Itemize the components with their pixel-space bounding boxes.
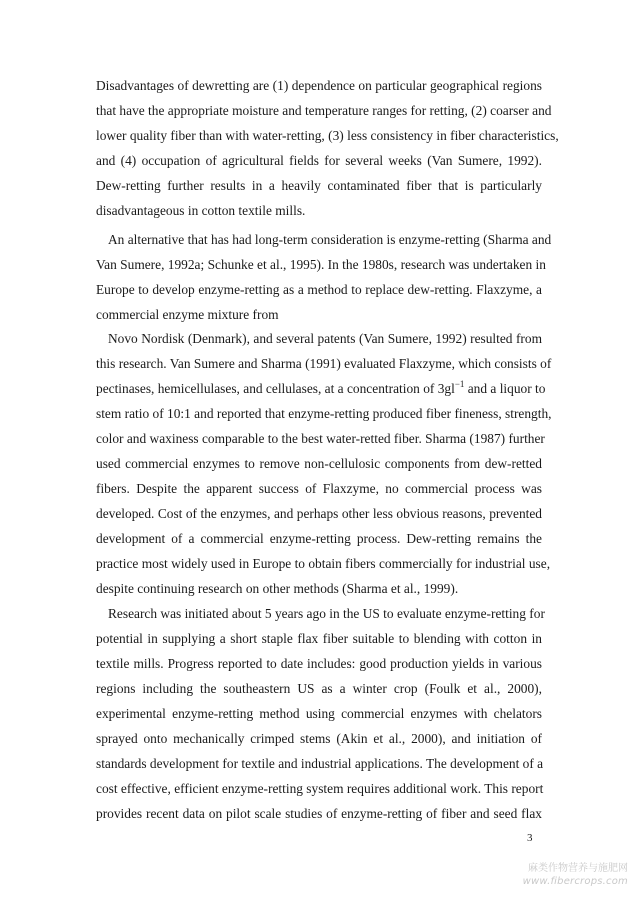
- text-line: sprayed onto mechanically crimped stems (Akin et al., 2000), and initiation of: [96, 731, 542, 746]
- text-line: experimental enzyme-retting method using commercial enzymes with chelators: [96, 706, 542, 721]
- text-line: regions including the southeastern US as a winter crop (Foulk et al., 2000),: [96, 681, 542, 696]
- text-line: Novo Nordisk (Denmark), and several patents (Van Sumere, 1992) resulted from: [108, 331, 542, 346]
- text-line: potential in supplying a short staple flax fiber suitable to blending with cotton in: [96, 631, 542, 646]
- text-line: stem ratio of 10:1 and reported that enzyme-retting produced fiber fineness, strength,: [96, 406, 552, 421]
- text-segment: and a liquor to: [464, 381, 546, 396]
- text-line: Research was initiated about 5 years ago in the US to evaluate enzyme-retting for: [108, 606, 545, 621]
- text-line: fibers. Despite the apparent success of Flaxzyme, no commercial process was: [96, 481, 542, 496]
- text-line: Europe to develop enzyme-retting as a method to replace dew-retting. Flaxzyme, a: [96, 282, 542, 297]
- site-watermark: [506, 862, 628, 888]
- text-line: An alternative that has had long-term consideration is enzyme-retting (Sharma and: [108, 232, 552, 247]
- superscript: −1: [454, 378, 465, 389]
- page-number: 3: [527, 832, 533, 844]
- text-line: Dew-retting further results in a heavily contaminated fiber that is particularly: [96, 178, 542, 193]
- watermark-site-name: 麻类作物营养与施肥网: [528, 863, 628, 874]
- text-line: development of a commercial enzyme-retting process. Dew-retting remains the: [96, 531, 542, 546]
- text-line: commercial enzyme mixture from: [96, 307, 279, 322]
- text-line: cost effective, efficient enzyme-retting system requires additional work. This report: [96, 781, 544, 796]
- text-line: provides recent data on pilot scale studies of enzyme-retting of fiber and seed flax: [96, 806, 542, 821]
- text-line: Van Sumere, 1992a; Schunke et al., 1995). In the 1980s, research was undertaken in: [96, 257, 546, 272]
- text-line: textile mills. Progress reported to date includes: good production yields in various: [96, 656, 542, 671]
- text-line: standards development for textile and industrial applications. The development of a: [96, 756, 544, 771]
- text-line: and (4) occupation of agricultural fields for several weeks (Van Sumere, 1992).: [96, 153, 542, 168]
- watermark-url: www.fibercrops.com: [522, 876, 628, 887]
- text-segment: pectinases, hemicellulases, and cellulases, at a concentration of 3gl: [96, 381, 455, 396]
- text-line: practice most widely used in Europe to obtain fibers commercially for industrial use,: [96, 556, 551, 571]
- text-line: disadvantageous in cotton textile mills.: [96, 203, 306, 218]
- text-line: used commercial enzymes to remove non-cellulosic components from dew-retted: [96, 456, 542, 471]
- text-line: developed. Cost of the enzymes, and perhaps other less obvious reasons, prevented: [96, 506, 542, 521]
- text-line: despite continuing research on other methods (Sharma et al., 1999).: [96, 581, 459, 596]
- text-line: that have the appropriate moisture and temperature ranges for retting, (2) coarser and: [96, 103, 552, 118]
- text-line-with-superscript: [96, 378, 546, 397]
- text-line: color and waxiness comparable to the best water-retted fiber. Sharma (1987) further: [96, 431, 545, 446]
- text-line: lower quality fiber than with water-retting, (3) less consistency in fiber characteristics,: [96, 128, 559, 143]
- text-line: this research. Van Sumere and Sharma (1991) evaluated Flaxzyme, which consists of: [96, 356, 552, 371]
- text-line: Disadvantages of dewretting are (1) dependence on particular geographical regions: [96, 78, 542, 93]
